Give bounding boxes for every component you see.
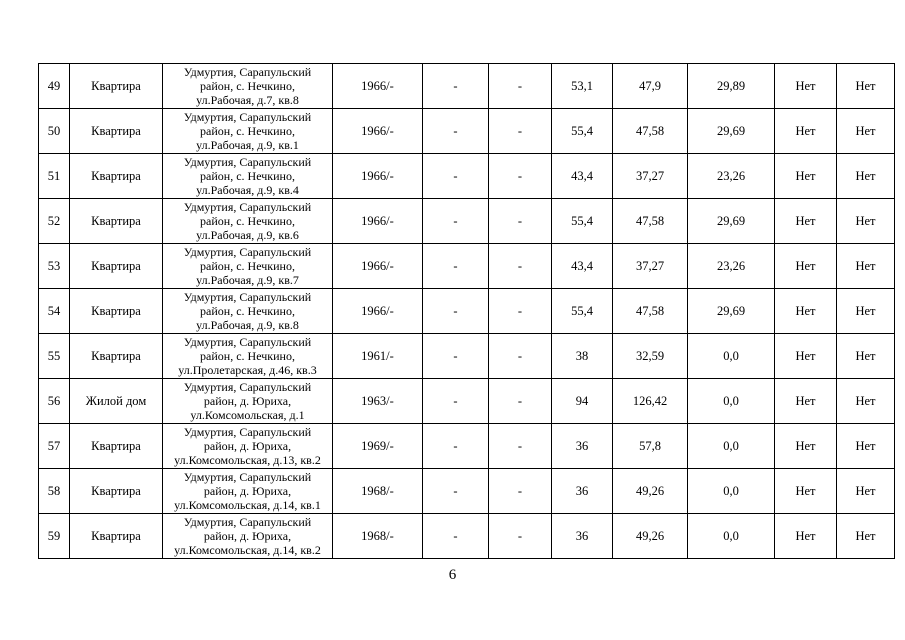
column-11-cell: Нет [837, 289, 895, 334]
area-column-8-cell: 47,58 [613, 289, 688, 334]
table-row [39, 334, 895, 379]
table-row [39, 379, 895, 424]
area-total-cell: 55,4 [552, 109, 613, 154]
column-6-cell: - [489, 469, 552, 514]
area-column-9-cell: 23,26 [688, 244, 775, 289]
area-column-9-cell: 0,0 [688, 424, 775, 469]
column-10-cell: Нет [775, 289, 837, 334]
area-column-9-cell: 0,0 [688, 334, 775, 379]
row-number-cell: 54 [39, 289, 70, 334]
row-number-cell: 50 [39, 109, 70, 154]
address-cell [163, 514, 333, 559]
address-line: Удмуртия, Сарапульский [183, 290, 312, 304]
table-row [39, 64, 895, 109]
address-line: ул.Рабочая, д.9, кв.4 [196, 183, 299, 197]
address-line: район, с. Нечкино, [200, 349, 295, 363]
area-total-cell: 43,4 [552, 244, 613, 289]
address-line: ул.Рабочая, д.9, кв.7 [196, 273, 299, 287]
column-5-cell: - [423, 154, 489, 199]
column-11-cell: Нет [837, 334, 895, 379]
address-line: район, с. Нечкино, [200, 214, 295, 228]
address-line: ул.Рабочая, д.9, кв.6 [196, 228, 299, 242]
address-line: район, д. Юриха, [203, 484, 292, 498]
column-11-cell: Нет [837, 514, 895, 559]
year-cell: 1966/- [333, 199, 423, 244]
address-line: ул.Комсомольская, д.13, кв.2 [174, 453, 321, 467]
year-cell: 1961/- [333, 334, 423, 379]
column-5-cell: - [423, 514, 489, 559]
row-number-cell: 59 [39, 514, 70, 559]
table-row [39, 424, 895, 469]
area-column-8-cell: 47,58 [613, 109, 688, 154]
column-10-cell: Нет [775, 469, 837, 514]
address-line: ул.Комсомольская, д.14, кв.1 [174, 498, 321, 512]
column-10-cell: Нет [775, 244, 837, 289]
column-11-cell: Нет [837, 424, 895, 469]
column-11-cell: Нет [837, 64, 895, 109]
column-10-cell: Нет [775, 199, 837, 244]
area-column-9-cell: 0,0 [688, 379, 775, 424]
year-cell: 1968/- [333, 469, 423, 514]
column-5-cell: - [423, 334, 489, 379]
column-11-cell: Нет [837, 379, 895, 424]
area-total-cell: 94 [552, 379, 613, 424]
object-type-cell: Квартира [70, 424, 163, 469]
column-5-cell: - [423, 199, 489, 244]
address-line: Удмуртия, Сарапульский [183, 200, 312, 214]
column-11-cell: Нет [837, 109, 895, 154]
table-row [39, 469, 895, 514]
address-line: ул.Комсомольская, д.1 [190, 408, 305, 422]
table-row [39, 514, 895, 559]
page-number: 6 [448, 567, 457, 583]
address-line: район, с. Нечкино, [200, 124, 295, 138]
table-row [39, 154, 895, 199]
area-column-8-cell: 126,42 [613, 379, 688, 424]
address-cell [163, 244, 333, 289]
column-10-cell: Нет [775, 109, 837, 154]
address-cell [163, 64, 333, 109]
column-11-cell: Нет [837, 244, 895, 289]
object-type-cell: Квартира [70, 199, 163, 244]
column-5-cell: - [423, 64, 489, 109]
year-cell: 1963/- [333, 379, 423, 424]
row-number-cell: 56 [39, 379, 70, 424]
area-column-8-cell: 47,58 [613, 199, 688, 244]
address-line: район, с. Нечкино, [200, 259, 295, 273]
address-cell [163, 379, 333, 424]
object-type-cell: Квартира [70, 469, 163, 514]
address-line: Удмуртия, Сарапульский [183, 515, 312, 529]
year-cell: 1966/- [333, 154, 423, 199]
area-column-8-cell: 47,9 [613, 64, 688, 109]
column-11-cell: Нет [837, 154, 895, 199]
column-6-cell: - [489, 244, 552, 289]
object-type-cell: Квартира [70, 64, 163, 109]
address-line: Удмуртия, Сарапульский [183, 470, 312, 484]
area-column-8-cell: 37,27 [613, 244, 688, 289]
area-column-9-cell: 29,69 [688, 289, 775, 334]
column-6-cell: - [489, 64, 552, 109]
area-total-cell: 55,4 [552, 289, 613, 334]
row-number-cell: 52 [39, 199, 70, 244]
object-type-cell: Квартира [70, 244, 163, 289]
table-row [39, 199, 895, 244]
object-type-cell: Квартира [70, 514, 163, 559]
address-line: Удмуртия, Сарапульский [183, 65, 312, 79]
address-line: район, с. Нечкино, [200, 79, 295, 93]
address-line: Удмуртия, Сарапульский [183, 425, 312, 439]
row-number-cell: 51 [39, 154, 70, 199]
address-line: район, с. Нечкино, [200, 304, 295, 318]
area-total-cell: 38 [552, 334, 613, 379]
column-6-cell: - [489, 289, 552, 334]
column-11-cell: Нет [837, 469, 895, 514]
address-cell [163, 109, 333, 154]
area-total-cell: 53,1 [552, 64, 613, 109]
area-total-cell: 43,4 [552, 154, 613, 199]
object-type-cell: Квартира [70, 289, 163, 334]
address-line: Удмуртия, Сарапульский [183, 155, 312, 169]
area-column-9-cell: 0,0 [688, 514, 775, 559]
address-line: Удмуртия, Сарапульский [183, 380, 312, 394]
column-5-cell: - [423, 469, 489, 514]
area-total-cell: 55,4 [552, 199, 613, 244]
table-row [39, 109, 895, 154]
area-total-cell: 36 [552, 514, 613, 559]
object-type-cell: Квартира [70, 334, 163, 379]
object-type-cell: Квартира [70, 154, 163, 199]
address-line: Удмуртия, Сарапульский [183, 245, 312, 259]
column-5-cell: - [423, 379, 489, 424]
property-table [38, 63, 895, 559]
address-cell [163, 424, 333, 469]
address-line: ул.Рабочая, д.9, кв.8 [196, 318, 299, 332]
address-line: Удмуртия, Сарапульский [183, 110, 312, 124]
area-column-8-cell: 32,59 [613, 334, 688, 379]
year-cell: 1966/- [333, 109, 423, 154]
column-11-cell: Нет [837, 199, 895, 244]
column-10-cell: Нет [775, 64, 837, 109]
column-10-cell: Нет [775, 514, 837, 559]
year-cell: 1966/- [333, 64, 423, 109]
column-10-cell: Нет [775, 334, 837, 379]
address-line: Удмуртия, Сарапульский [183, 335, 312, 349]
column-6-cell: - [489, 424, 552, 469]
area-column-8-cell: 57,8 [613, 424, 688, 469]
column-6-cell: - [489, 154, 552, 199]
column-6-cell: - [489, 199, 552, 244]
area-column-8-cell: 49,26 [613, 469, 688, 514]
area-column-9-cell: 29,69 [688, 199, 775, 244]
area-column-8-cell: 49,26 [613, 514, 688, 559]
address-line: район, с. Нечкино, [200, 169, 295, 183]
address-line: район, д. Юриха, [203, 529, 292, 543]
row-number-cell: 49 [39, 64, 70, 109]
address-line: район, д. Юриха, [203, 439, 292, 453]
column-6-cell: - [489, 109, 552, 154]
table-row [39, 289, 895, 334]
area-column-9-cell: 29,69 [688, 109, 775, 154]
row-number-cell: 55 [39, 334, 70, 379]
column-5-cell: - [423, 289, 489, 334]
area-column-8-cell: 37,27 [613, 154, 688, 199]
row-number-cell: 57 [39, 424, 70, 469]
column-10-cell: Нет [775, 424, 837, 469]
address-cell [163, 154, 333, 199]
object-type-cell: Жилой дом [70, 379, 163, 424]
address-line: ул.Рабочая, д.9, кв.1 [196, 138, 299, 152]
year-cell: 1966/- [333, 244, 423, 289]
column-10-cell: Нет [775, 154, 837, 199]
address-line: ул.Комсомольская, д.14, кв.2 [174, 543, 321, 557]
area-column-9-cell: 23,26 [688, 154, 775, 199]
address-cell [163, 289, 333, 334]
area-column-9-cell: 0,0 [688, 469, 775, 514]
table-row [39, 244, 895, 289]
area-total-cell: 36 [552, 424, 613, 469]
year-cell: 1968/- [333, 514, 423, 559]
row-number-cell: 58 [39, 469, 70, 514]
area-total-cell: 36 [552, 469, 613, 514]
address-line: ул.Пролетарская, д.46, кв.3 [178, 363, 317, 377]
column-6-cell: - [489, 379, 552, 424]
year-cell: 1969/- [333, 424, 423, 469]
year-cell: 1966/- [333, 289, 423, 334]
address-line: ул.Рабочая, д.7, кв.8 [196, 93, 299, 107]
column-5-cell: - [423, 424, 489, 469]
table-body [39, 64, 895, 559]
column-6-cell: - [489, 334, 552, 379]
address-cell [163, 469, 333, 514]
object-type-cell: Квартира [70, 109, 163, 154]
column-5-cell: - [423, 244, 489, 289]
column-5-cell: - [423, 109, 489, 154]
column-6-cell: - [489, 514, 552, 559]
area-column-9-cell: 29,89 [688, 64, 775, 109]
column-10-cell: Нет [775, 379, 837, 424]
address-cell [163, 199, 333, 244]
address-line: район, д. Юриха, [203, 394, 292, 408]
row-number-cell: 53 [39, 244, 70, 289]
address-cell [163, 334, 333, 379]
